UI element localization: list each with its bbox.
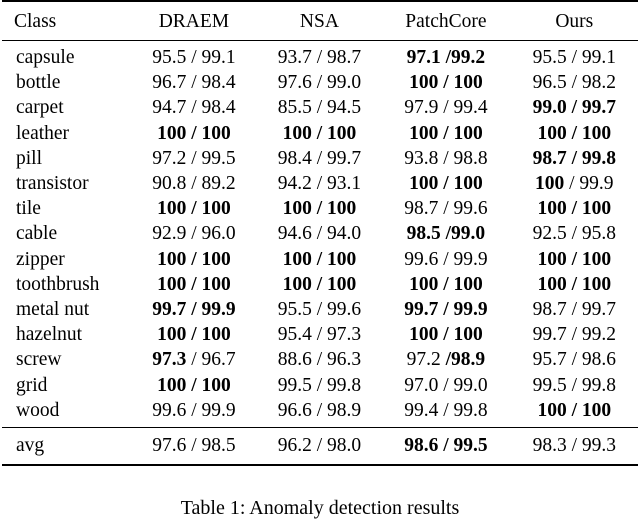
score-cell — [381, 121, 510, 146]
score-cell — [258, 347, 382, 372]
table-caption: Table 1: Anomaly detection results — [180, 497, 460, 519]
score-cell — [258, 146, 382, 171]
class-cell: screw — [16, 349, 62, 371]
best-score-text: 98.5 /99.0 — [406, 223, 486, 245]
score-cell — [130, 322, 257, 347]
results-table — [2, 0, 638, 466]
score-text: 96.5 / 98.2 — [532, 72, 616, 94]
class-cell: metal nut — [16, 298, 90, 320]
score-cell — [511, 146, 638, 171]
header-patchcore: PatchCore — [381, 1, 510, 41]
score-cell — [130, 297, 257, 322]
score-cell — [258, 272, 382, 297]
score-cell — [258, 221, 382, 246]
score-cell — [130, 372, 257, 397]
class-cell: cable — [16, 223, 58, 245]
score-cell — [130, 347, 257, 372]
score-cell — [511, 272, 638, 297]
score-cell — [258, 70, 382, 95]
score-cell — [381, 146, 510, 171]
class-cell: bottle — [16, 72, 61, 94]
best-score-text: 97.1 /99.2 — [406, 47, 486, 69]
score-text: 92.5 / 95.8 — [532, 223, 616, 245]
class-cell: hazelnut — [16, 324, 83, 346]
score-cell — [511, 70, 638, 95]
score-cell — [381, 398, 510, 428]
table-row — [2, 247, 638, 272]
table-row — [2, 121, 638, 146]
class-cell: carpet — [16, 97, 64, 119]
score-text: 85.5 / 94.5 — [277, 97, 362, 119]
score-text: 96.6 / 98.9 — [277, 399, 362, 421]
best-score-text: 99.7 / 99.9 — [404, 298, 488, 320]
score-text: 97.0 / 99.0 — [404, 374, 488, 396]
best-score-text: 100 / 100 — [157, 273, 231, 295]
header-draem: DRAEM — [130, 1, 257, 41]
score-text: 97.2 — [406, 349, 446, 371]
score-cell — [130, 121, 257, 146]
score-text: 98.7 / 99.6 — [404, 198, 488, 220]
header-nsa: NSA — [258, 1, 382, 41]
table-row — [2, 322, 638, 347]
score-text: 97.2 / 99.5 — [152, 147, 236, 169]
score-cell — [381, 372, 510, 397]
score-cell — [130, 171, 257, 196]
score-cell — [381, 247, 510, 272]
class-cell: zipper — [16, 248, 65, 270]
score-text: 92.9 / 96.0 — [152, 223, 236, 245]
score-cell — [511, 247, 638, 272]
table-row — [2, 398, 638, 428]
score-text: 95.4 / 97.3 — [277, 324, 362, 346]
score-cell — [381, 297, 510, 322]
score-cell — [381, 41, 510, 71]
score-cell — [511, 427, 638, 465]
best-score-text: 100 / 100 — [157, 122, 231, 144]
best-score-text: 97.3 — [152, 349, 187, 371]
best-score-text: 100 / 100 — [409, 173, 483, 195]
score-cell — [130, 398, 257, 428]
best-score-text: 100 / 100 — [537, 399, 612, 421]
table-row — [2, 171, 638, 196]
best-score-text: 100 / 100 — [409, 324, 483, 346]
score-text: 97.9 / 99.4 — [404, 97, 488, 119]
best-score-text: 100 / 100 — [282, 198, 357, 220]
score-cell — [511, 398, 638, 428]
table-row — [2, 347, 638, 372]
score-text: 95.5 / 99.1 — [532, 47, 616, 69]
score-text: 98.7 / 99.7 — [532, 298, 616, 320]
score-cell — [381, 347, 510, 372]
class-cell: tile — [16, 198, 41, 220]
score-text: / 99.9 — [564, 173, 614, 195]
score-text: 95.5 / 99.1 — [152, 47, 236, 69]
header-class: Class — [2, 1, 130, 41]
score-cell — [130, 196, 257, 221]
score-cell — [511, 121, 638, 146]
score-cell — [130, 146, 257, 171]
best-score-text: 100 / 100 — [537, 198, 612, 220]
score-cell — [258, 171, 382, 196]
score-cell — [381, 70, 510, 95]
score-cell — [130, 247, 257, 272]
score-cell — [258, 372, 382, 397]
score-text: 94.2 / 93.1 — [277, 173, 362, 195]
score-cell — [258, 196, 382, 221]
class-cell: wood — [16, 399, 60, 421]
score-text: 99.4 / 99.8 — [404, 399, 488, 421]
score-text: / 96.7 — [186, 349, 236, 371]
best-score-text: 100 / 100 — [409, 273, 483, 295]
table-row — [2, 70, 638, 95]
score-cell — [381, 427, 510, 465]
best-score-text: 98.7 / 99.8 — [532, 147, 616, 169]
score-cell — [130, 221, 257, 246]
score-cell — [511, 297, 638, 322]
score-text: 97.6 / 98.5 — [152, 435, 236, 457]
table-row — [2, 196, 638, 221]
score-text: 95.5 / 99.6 — [277, 298, 362, 320]
score-cell — [381, 221, 510, 246]
score-text: 93.8 / 98.8 — [404, 147, 488, 169]
table-row — [2, 146, 638, 171]
best-score-text: 100 / 100 — [157, 324, 231, 346]
best-score-text: 100 / 100 — [157, 198, 231, 220]
best-score-text: 100 / 100 — [157, 248, 231, 270]
score-cell — [130, 41, 257, 71]
score-cell — [258, 297, 382, 322]
score-cell — [258, 41, 382, 71]
class-cell: toothbrush — [16, 273, 100, 295]
class-cell: transistor — [16, 173, 89, 195]
best-score-text: 100 / 100 — [537, 248, 612, 270]
best-score-text: 100 / 100 — [409, 122, 483, 144]
score-cell — [381, 171, 510, 196]
score-cell — [130, 272, 257, 297]
class-cell: capsule — [2, 41, 130, 71]
best-score-text: 100 / 100 — [537, 122, 612, 144]
best-score-text: 100 / 100 — [282, 273, 357, 295]
score-text: 90.8 / 89.2 — [152, 173, 236, 195]
score-text: 88.6 / 96.3 — [277, 349, 362, 371]
score-text: 96.7 / 98.4 — [152, 72, 236, 94]
best-score-text: 99.7 / 99.9 — [152, 298, 236, 320]
score-cell — [511, 171, 638, 196]
table-header-row — [2, 1, 638, 41]
table-row — [2, 297, 638, 322]
table-row — [2, 427, 638, 465]
header-ours: Ours — [511, 1, 638, 41]
score-text: 99.6 / 99.9 — [152, 399, 236, 421]
class-cell: pill — [16, 147, 43, 169]
score-cell — [258, 322, 382, 347]
score-cell — [511, 221, 638, 246]
score-cell — [511, 372, 638, 397]
table-row — [2, 372, 638, 397]
score-cell — [258, 398, 382, 428]
best-score-text: 100 / 100 — [409, 72, 483, 94]
score-text: 94.7 / 98.4 — [152, 97, 236, 119]
score-cell — [130, 70, 257, 95]
best-score-text: 98.6 / 99.5 — [404, 435, 488, 457]
best-score-text: 99.0 / 99.7 — [532, 97, 616, 119]
score-cell — [511, 95, 638, 120]
class-cell: grid — [16, 374, 48, 396]
score-cell — [258, 95, 382, 120]
score-cell — [381, 196, 510, 221]
score-text: 96.2 / 98.0 — [277, 435, 362, 457]
score-text: 99.6 / 99.9 — [404, 248, 488, 270]
best-score-text: 100 / 100 — [282, 248, 357, 270]
score-text: 98.4 / 99.7 — [277, 147, 362, 169]
score-cell — [381, 322, 510, 347]
best-score-text: 100 / 100 — [157, 374, 231, 396]
score-text: 95.7 / 98.6 — [532, 349, 616, 371]
score-cell — [511, 41, 638, 71]
score-cell — [511, 196, 638, 221]
best-score-text: 100 / 100 — [282, 122, 357, 144]
score-cell — [381, 272, 510, 297]
score-cell — [130, 95, 257, 120]
score-text: 94.6 / 94.0 — [277, 223, 362, 245]
class-cell: leather — [16, 122, 70, 144]
table-row — [2, 272, 638, 297]
score-text: 99.5 / 99.8 — [532, 374, 616, 396]
score-cell — [511, 347, 638, 372]
table-row — [2, 221, 638, 246]
table-body — [2, 41, 638, 465]
class-cell: avg — [2, 427, 130, 465]
score-text: 93.7 / 98.7 — [277, 47, 362, 69]
score-cell — [381, 95, 510, 120]
score-text: 99.5 / 99.8 — [277, 374, 362, 396]
score-cell — [258, 121, 382, 146]
best-score-text: 100 — [535, 173, 565, 195]
score-cell — [130, 427, 257, 465]
score-cell — [511, 322, 638, 347]
score-cell — [258, 247, 382, 272]
best-score-text: 100 / 100 — [537, 273, 612, 295]
score-text: 98.3 / 99.3 — [532, 435, 616, 457]
table-row — [2, 95, 638, 120]
score-text: 99.7 / 99.2 — [532, 324, 616, 346]
score-text: 97.6 / 99.0 — [277, 72, 362, 94]
best-score-text: /98.9 — [445, 349, 486, 371]
score-cell — [258, 427, 382, 465]
table-row — [2, 41, 638, 71]
